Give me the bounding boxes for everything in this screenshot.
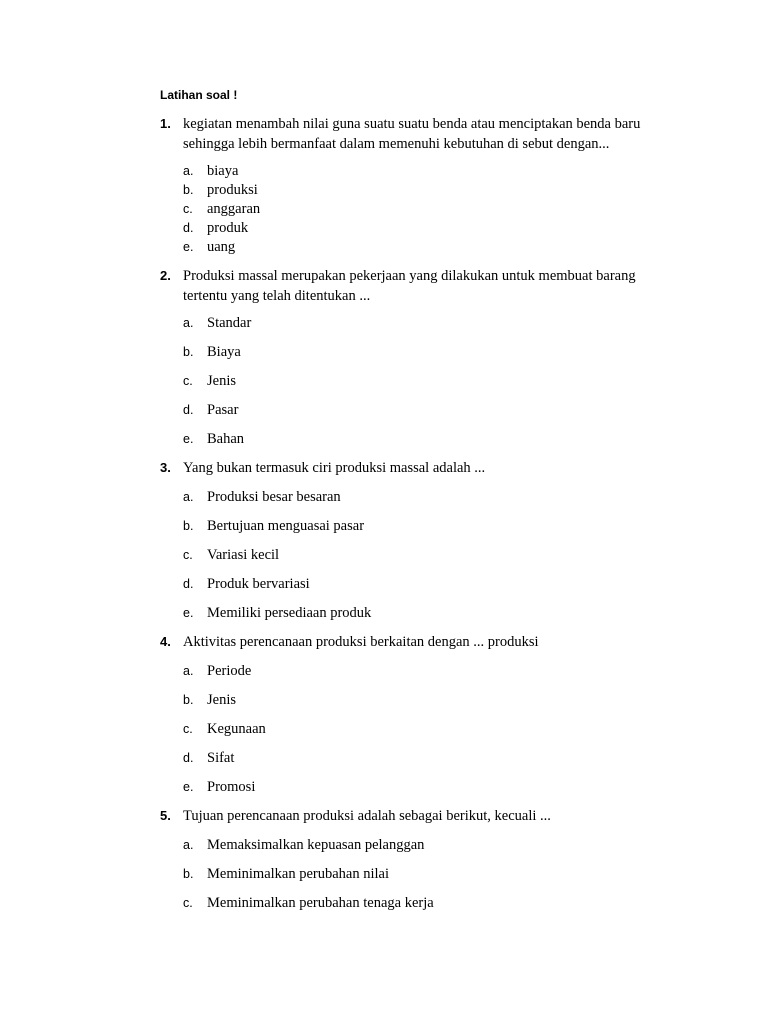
question-number: 4.	[160, 634, 171, 649]
option-text: uang	[207, 239, 236, 255]
option-text: Periode	[207, 663, 252, 679]
option-letter: c.	[183, 374, 193, 388]
option-text: produk	[207, 220, 249, 236]
option-text: Variasi kecil	[207, 547, 280, 563]
question-number: 2.	[160, 268, 171, 283]
option-letter: d.	[183, 751, 194, 765]
option-letter: a.	[183, 664, 194, 678]
option-text: Produksi besar besaran	[207, 489, 341, 505]
question-text: Produksi massal merupakan pekerjaan yang dilakukan untuk membuat barang tertentu yang telah ditentukan ...	[183, 268, 636, 304]
option-letter: a.	[183, 164, 194, 178]
option-letter: b.	[183, 519, 194, 533]
option-text: Jenis	[207, 373, 236, 389]
option-letter: c.	[183, 896, 193, 910]
option-letter: e.	[183, 780, 194, 794]
option-text: Memaksimalkan kepuasan pelanggan	[207, 837, 425, 853]
option-text: biaya	[207, 163, 239, 179]
question-text: Yang bukan termasuk ciri produksi massal adalah ...	[183, 460, 486, 476]
option-letter: c.	[183, 722, 193, 736]
option-letter: b.	[183, 693, 194, 707]
option-text: Meminimalkan perubahan tenaga kerja	[207, 895, 434, 911]
question-text: kegiatan menambah nilai guna suatu suatu benda atau menciptakan benda baru sehingga lebih bermanfaat dalam memenuhi kebutuhan di sebut dengan...	[183, 116, 641, 152]
option-letter: b.	[183, 867, 194, 881]
question-text: Aktivitas perencanaan produksi berkaitan dengan ... produksi	[183, 634, 539, 650]
option-letter: a.	[183, 316, 194, 330]
question-number: 5.	[160, 808, 171, 823]
option-letter: e.	[183, 606, 194, 620]
option-letter: c.	[183, 548, 193, 562]
option-letter: b.	[183, 345, 194, 359]
option-text: Produk bervariasi	[207, 576, 310, 592]
option-text: Sifat	[207, 750, 235, 766]
option-text: Pasar	[207, 402, 239, 418]
option-text: produksi	[207, 182, 258, 198]
question-number: 1.	[160, 116, 171, 131]
option-text: Promosi	[207, 779, 256, 795]
option-letter: b.	[183, 183, 194, 197]
option-text: Bahan	[207, 431, 245, 447]
question-text: Tujuan perencanaan produksi adalah sebagai berikut, kecuali ...	[183, 808, 551, 824]
option-text: Memiliki persediaan produk	[207, 605, 372, 621]
option-letter: c.	[183, 202, 193, 216]
option-text: Meminimalkan perubahan nilai	[207, 866, 390, 882]
option-text: Kegunaan	[207, 721, 266, 737]
option-letter: d.	[183, 403, 194, 417]
option-letter: e.	[183, 240, 194, 254]
option-text: anggaran	[207, 201, 261, 217]
option-text: Bertujuan menguasai pasar	[207, 518, 365, 534]
option-letter: d.	[183, 221, 194, 235]
question-number: 3.	[160, 460, 171, 475]
option-letter: e.	[183, 432, 194, 446]
option-letter: d.	[183, 577, 194, 591]
option-text: Jenis	[207, 692, 236, 708]
option-letter: a.	[183, 838, 194, 852]
option-text: Standar	[207, 315, 252, 331]
option-text: Biaya	[207, 344, 241, 360]
option-letter: a.	[183, 490, 194, 504]
page-title: Latihan soal !	[160, 88, 238, 102]
